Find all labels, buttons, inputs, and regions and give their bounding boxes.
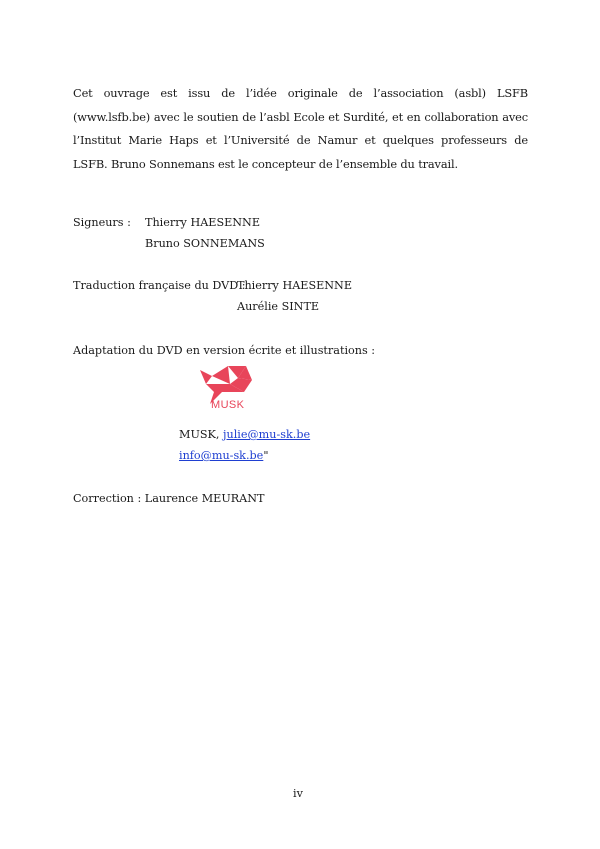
email-suffix: " xyxy=(263,449,269,462)
email-link-info[interactable]: info@mu-sk.be xyxy=(179,449,264,462)
intro-paragraph: Cet ouvrage est issu de l’idée originale de l’association (asbl) LSFB (www.lsfb.be) avec le soutien de l’asbl Ecole et Surdité, et en collaboration avec l’Institut Marie Haps et l’Université de Namur et quelques professeurs de LSFB. Bruno Sonnemans est le concepteur de l’ensemble du travail. xyxy=(73,86,528,171)
email-link-julie[interactable]: julie@mu-sk.be xyxy=(223,428,311,441)
signers-label: Signeurs : xyxy=(73,216,131,229)
contact-line-2 xyxy=(179,448,268,464)
page-number: iv xyxy=(293,787,303,800)
signer-name-2: Bruno SONNEMANS xyxy=(145,237,265,250)
adaptation-label: Adaptation du DVD en version écrite et illustrations : xyxy=(73,344,376,357)
translator-name-1: Thierry HAESENNE xyxy=(237,279,353,292)
contact-line-1 xyxy=(179,427,310,443)
contact-prefix: MUSK, xyxy=(179,428,224,441)
translation-label: Traduction française du DVD : xyxy=(73,279,246,292)
musk-logo-text: MUSK xyxy=(211,399,245,410)
translator-name-2: Aurélie SINTE xyxy=(237,300,320,313)
correction-line: Correction : Laurence MEURANT xyxy=(73,492,265,505)
musk-logo xyxy=(200,362,270,410)
signer-name-1: Thierry HAESENNE xyxy=(145,216,261,229)
